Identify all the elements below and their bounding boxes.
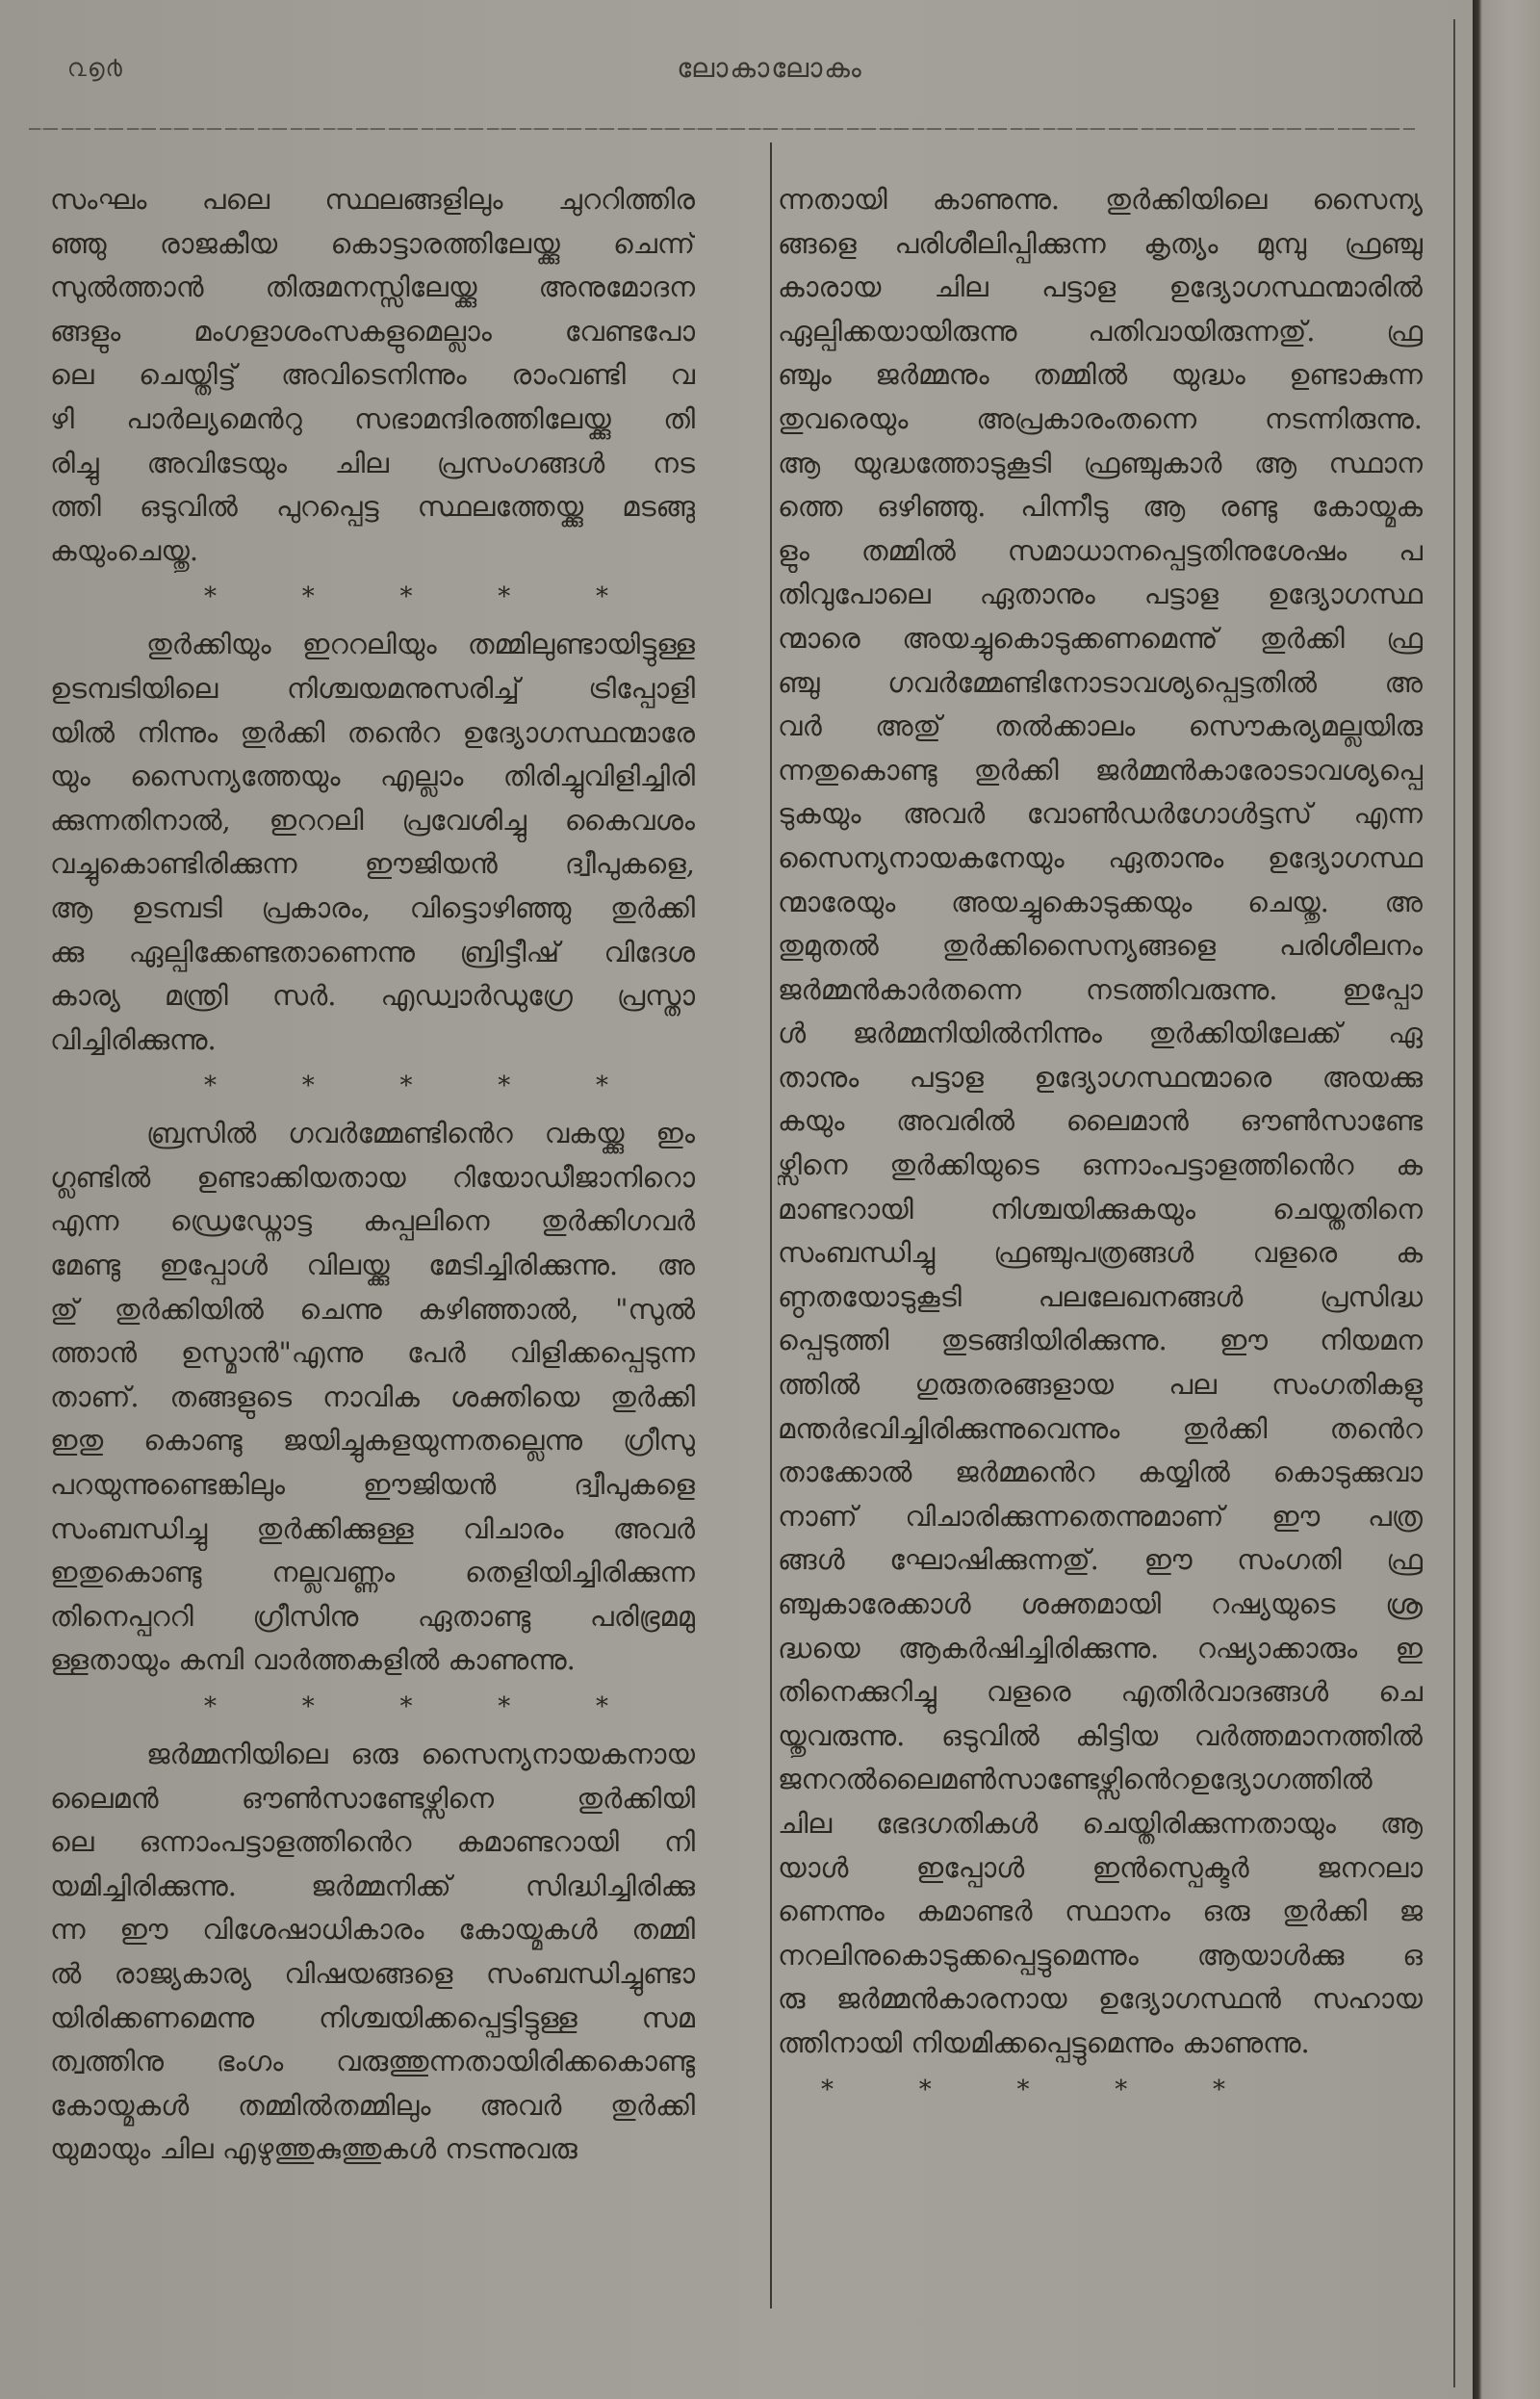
text-line: തിവുപോലെ ഏതാനും പട്ടാള ഉദ്യോഗസ്ഥ [778, 578, 1423, 611]
text-line: സംഘം പലെ സ്ഥലങ്ങളിലും ചുററിത്തിര [50, 183, 695, 216]
asterisk-icon: * [204, 1071, 217, 1101]
text-line: ഞ്ചും ജർമ്മനും തമ്മിൽ യുദ്ധം ഉണ്ടാകുന്ന [778, 358, 1423, 392]
asterisk-icon: * [821, 2075, 834, 2104]
text-line: ന്മാരെ അയച്ചുകൊടുക്കണമെന്നു് തുർക്കി ഫ്ര [778, 621, 1423, 655]
text-line: താണ്. തങ്ങളുടെ നാവിക ശക്തിയെ തുർക്കി [50, 1380, 695, 1413]
asterisk-icon: * [498, 1071, 511, 1101]
text-line: ഉടമ്പടിയിലെ നിശ്ചയമനുസരിച്ച് ട്രിപ്പോളി [50, 671, 695, 705]
running-title: ലോകാലോകം [677, 52, 863, 84]
text-line: ക്കുന്നതിനാൽ, ഇററലി പ്രവേശിച്ചു കൈവശം [50, 803, 695, 837]
text-line: തുവരെയും അപ്രകാരംതന്നെ നടന്നിരുന്നു. [778, 401, 1423, 435]
text-line: ത്തെ ഒഴിഞ്ഞു. പിന്നീടു ആ രണ്ടു കോയ്മക [778, 490, 1423, 524]
asterisk-icon: * [301, 1071, 315, 1101]
text-line: നാണ് വിചാരിക്കുന്നതെന്നുമാണ് ഈ പത്ര [778, 1499, 1423, 1533]
text-line: ന്നതുകൊണ്ടു തുർക്കി ജർമ്മൻകാരോടാവശ്യപ്പെ [778, 753, 1423, 787]
text-line: ആ ഉടമ്പടി പ്രകാരം, വിട്ടൊഴിഞ്ഞു തുർക്കി [50, 890, 695, 924]
asterisk-icon: * [498, 1692, 511, 1721]
left-column [50, 178, 695, 2172]
text-line: ങ്ങൾ ഘോഷിക്കുന്നതു്. ഈ സംഗതി ഫ്ര [778, 1543, 1423, 1577]
text-line: ന്മാരേയും അയച്ചുകൊടുക്കയും ചെയ്തു. അ [778, 885, 1423, 918]
text-line: ഴി പാർല്യമെൻറു സഭാമന്ദിരത്തിലേയ്ക്കു തി [50, 401, 695, 435]
text-line: ത്വത്തിനു ഭംഗം വരുത്തുന്നതായിരിക്കകൊണ്ടു [50, 2045, 695, 2078]
text-line: ണ്ഠതയോടുകൂടി പലലേഖനങ്ങൾ പ്രസിദ്ധ [778, 1279, 1423, 1313]
text-line: ഞ്ഞു രാജകീയ കൊട്ടാരത്തിലേയ്ക്കു ചെന്ന് [50, 226, 695, 260]
text-line: ഇതു കൊണ്ടു ജയിച്ചുകളയുന്നതല്ലെന്നു ഗ്രീസു [50, 1424, 695, 1457]
text-line: ജനറൽലൈമൺസാണ്ടേഴ്സിൻെറഉദ്യോഗത്തിൽ [778, 1763, 1373, 1796]
text-line: ന്നതായി കാണുന്നു. തുർക്കിയിലെ സൈന്യ [778, 183, 1423, 216]
article-paragraph [50, 1733, 695, 2172]
text-line: ജർമ്മനിയിലെ ഒരു സൈന്യനായകനായ [146, 1738, 695, 1770]
text-line: വച്ചുകൊണ്ടിരിക്കുന്ന ഈജിയൻ ദ്വീപുകളെ, [50, 847, 695, 881]
text-line: ലെ ചെയ്തിട്ട് അവിടെനിന്നും രാംവണ്ടി വ [50, 358, 695, 392]
text-line: യുമായും ചില എഴുത്തുകുത്തുകൾ നടന്നുവരു [50, 2132, 578, 2166]
column-divider [770, 142, 772, 2309]
text-line: യമിച്ചിരിക്കുന്നു. ജർമ്മനിക്ക് സിദ്ധിച്ചിരിക്കു [50, 1869, 695, 1902]
article-paragraph [50, 623, 695, 1062]
text-line: സംബന്ധിച്ചു ഫ്രഞ്ചുപത്രങ്ങൾ വളരെ ക [778, 1236, 1423, 1270]
text-line: താനും പട്ടാള ഉദ്യോഗസ്ഥന്മാരെ അയക്കു [778, 1060, 1423, 1094]
asterisk-icon: * [596, 1692, 608, 1721]
text-line: ഗ്ലണ്ടിൽ ഉണ്ടാക്കിയതായ റിയോഡീജാനിറൊ [50, 1160, 695, 1194]
section-separator [821, 2076, 1225, 2104]
page-number: ൨൭൪ [67, 54, 123, 83]
text-line: ചില ഭേദഗതികൾ ചെയ്തിരിക്കുന്നതായും ആ [778, 1806, 1423, 1840]
text-line: വർ അതു് തൽക്കാലം സൌകര്യമല്ലയിരു [778, 709, 1423, 743]
text-line: യിരിക്കണമെന്നു നിശ്ചയിക്കപ്പെട്ടിട്ടുള്ള സമ [50, 2000, 695, 2034]
text-line: ലെ ഒന്നാംപട്ടാളത്തിൻെറ കമാണ്ടറായി നി [50, 1825, 695, 1859]
text-line: ങ്ങളും മംഗളാശംസകളുമെല്ലാം വേണ്ടപോ [50, 314, 695, 348]
text-line: നറലിനുകൊടുക്കപ്പെട്ടുമെന്നും ആയാൾക്കു ഒ [778, 1938, 1423, 1972]
asterisk-icon: * [301, 1692, 315, 1721]
asterisk-icon: * [399, 582, 413, 612]
text-line: സൈന്യനായകനേയും ഏതാനും ഉദ്യോഗസ്ഥ [778, 840, 1423, 874]
section-separator [204, 1692, 608, 1721]
page-header [0, 46, 1473, 104]
text-line: യിൽ നിന്നും തുർക്കി തൻെറ ഉദ്യോഗസ്ഥന്മാരേ [50, 715, 695, 749]
text-line: ഴ്സിനെ തുർക്കിയുടെ ഒന്നാംപട്ടാളത്തിൻെറ ക [778, 1148, 1423, 1182]
text-line: ണെന്നും കമാണ്ടർ സ്ഥാനം ഒരു തുർക്കി ജ [778, 1895, 1423, 1928]
text-line: ള്ളതായും കമ്പി വാർത്തകളിൽ കാണുന്നു. [50, 1643, 576, 1677]
text-line: ആ യുദ്ധത്തോടുകൂടി ഫ്രഞ്ചുകാർ ആ സ്ഥാന [778, 446, 1423, 479]
text-line: ബ്രസിൽ ഗവർമ്മേണ്ടിൻെറ വകയ്ക്കു ഇം [146, 1117, 695, 1150]
text-line: ങ്ങളെ പരിശീലിപ്പിക്കുന്ന കൃത്യം മുമ്പു ഫ്രഞ്ചു [778, 226, 1423, 260]
asterisk-icon: * [498, 582, 511, 612]
text-line: വിച്ചിരിക്കുന്നു. [50, 1022, 217, 1056]
text-line: മാണ്ടറായി നിശ്ചയിക്കുകയും ചെയ്തതിനെ [778, 1192, 1423, 1225]
right-column [778, 178, 1423, 2116]
text-line: ഞ്ചു ഗവർമ്മേണ്ടിനോടാവശ്യപ്പെട്ടതിൽ അ [778, 665, 1423, 699]
text-line: ലൈമൻ ഔൺസാണ്ടേഴ്സിനെ തുർക്കിയി [50, 1781, 695, 1815]
text-line: ത്തി ഒടുവിൽ പുറപ്പെട്ട സ്ഥലത്തേയ്ക്കു മടങ്ങു [50, 490, 695, 524]
asterisk-icon: * [204, 1692, 217, 1721]
text-line: രിച്ചു അവിടേയും ചില പ്രസംഗങ്ങൾ നട [50, 446, 695, 479]
text-line: കയുംചെയ്തു. [50, 533, 199, 567]
text-line: ത്തിൽ ഗുരുതരങ്ങളായ പല സംഗതികളു [778, 1368, 1423, 1402]
text-line: ഏല്പിക്കയായിരുന്നു പതിവായിരുന്നതു്. ഫ്ര [778, 314, 1423, 348]
text-line: ടുകയും അവർ വോൺഡർഗോൾട്ടസ് എന്ന [778, 797, 1423, 831]
text-line: യ്തുവരുന്നു. ഒടുവിൽ കിട്ടിയ വർത്തമാനത്തിൽ [778, 1718, 1423, 1752]
text-line: രു ജർമ്മൻകാരനായ ഉദ്യോഗസ്ഥൻ സഹായ [778, 1982, 1423, 2016]
text-line: മേണ്ടു ഇപ്പോൾ വിലയ്ക്കു മേടിച്ചിരിക്കുന്നു. അ [50, 1249, 695, 1282]
text-line: ജർമ്മൻകാർതന്നെ നടത്തിവരുന്നു. ഇപ്പോ [778, 972, 1423, 1006]
section-separator [204, 582, 608, 611]
text-line: ത്തിനായി നിയമിക്കപ്പെട്ടുമെന്നും കാണുന്നു. [778, 2025, 1310, 2059]
text-line: ഞ്ചുകാരേക്കാൾ ശക്തമായി റഷ്യയുടെ ശ്ര [778, 1587, 1423, 1620]
text-line: കയും അവരിൽ ലൈമാൻ ഔൺസാണ്ടേ [778, 1104, 1423, 1138]
section-separator [204, 1071, 608, 1100]
asterisk-icon: * [596, 1071, 608, 1101]
text-line: താക്കോൽ ജർമ്മൻെറ കയ്യിൽ കൊടുക്കുവാ [778, 1456, 1423, 1489]
text-line: തിനെപ്പററി ഗ്രീസിനു ഏതാണ്ടു പരിഭ്രമമു [50, 1599, 695, 1633]
text-line: യും സൈന്യത്തേയും എല്ലാം തിരിച്ചുവിളിച്ചിരി [50, 760, 695, 793]
article-paragraph [778, 178, 1423, 2066]
text-line: ഇതുകൊണ്ടു നല്ലവണ്ണം തെളിയിച്ചിരിക്കുന്ന [50, 1556, 695, 1589]
text-line: മന്തർഭവിച്ചിരിക്കുന്നുവെന്നും തുർക്കി തൻെറ [778, 1411, 1423, 1445]
text-line: തു് തുർക്കിയിൽ ചെന്നു കഴിഞ്ഞാൽ, "സുൽ [50, 1292, 695, 1326]
text-line: സംബന്ധിച്ചു തുർക്കിക്കുള്ള വിചാരം അവർ [50, 1511, 695, 1545]
text-line: എന്ന ഡ്രെഡ്നോട്ട കപ്പലിനെ തുർക്കിഗവർ [50, 1204, 695, 1238]
text-line: കാര്യ മന്ത്രി സർ. എഡ്വാർഡുഗ്രേ പ്രസ്താ [50, 979, 695, 1013]
asterisk-icon: * [399, 1071, 413, 1101]
text-line: സുൽത്താൻ തിരുമനസ്സിലേയ്ക്കു അനുമോദന [50, 271, 695, 304]
text-line: പ്പെടുത്തി തുടങ്ങിയിരിക്കുന്നു. ഈ നിയമന [778, 1324, 1423, 1357]
asterisk-icon: * [204, 582, 217, 612]
text-line: ൽ രാജ്യകാര്യ വിഷയങ്ങളെ സംബന്ധിച്ചുണ്ടാ [50, 1956, 695, 1990]
text-line: ദ്ധയെ ആകർഷിച്ചിരിക്കുന്നു. റഷ്യാക്കാരും ഇ [778, 1631, 1423, 1664]
asterisk-icon: * [1115, 2075, 1128, 2104]
text-line: ക്കു ഏല്പിക്കേണ്ടതാണെന്നു ബ്രിട്ടീഷ് വിദേശ [50, 935, 695, 968]
page-edge-rule [1453, 19, 1455, 2387]
text-line: ന്ന ഈ വിശേഷാധികാരം കോയ്മകൾ തമ്മി [50, 1913, 695, 1947]
text-line: പറയുന്നുണ്ടെങ്കിലും ഈജിയൻ ദ്വീപുകളെ [50, 1468, 695, 1502]
text-line: ത്താൻ ഉസ്മാൻ"എന്നു പേർ വിളിക്കപ്പെടുന്ന [50, 1336, 695, 1370]
asterisk-icon: * [596, 582, 608, 612]
asterisk-icon: * [1016, 2075, 1030, 2104]
text-line: കോയ്മകൾ തമ്മിൽതമ്മിലും അവർ തുർക്കി [50, 2088, 695, 2122]
text-line: തിനെക്കുറിച്ചു വളരെ എതിർവാദങ്ങൾ ചെ [778, 1675, 1423, 1709]
text-line: തുമുതൽ തുർക്കിസൈന്യങ്ങളെ പരിശീലനം [778, 929, 1423, 963]
asterisk-icon: * [918, 2075, 932, 2104]
asterisk-icon: * [301, 582, 315, 612]
header-rule [29, 128, 1415, 130]
asterisk-icon: * [399, 1692, 413, 1721]
text-line: ൾ ജർമ്മനിയിൽനിന്നും തുർക്കിയിലേക്ക് ഏ [778, 1017, 1423, 1050]
article-paragraph [50, 178, 695, 573]
article-paragraph [50, 1112, 695, 1683]
text-line: തുർക്കിയും ഇററലിയും തമ്മിലുണ്ടായിട്ടുള്ള [146, 628, 695, 661]
text-line: കാരായ ചില പട്ടാള ഉദ്യോഗസ്ഥന്മാരിൽ [778, 271, 1423, 304]
asterisk-icon: * [1213, 2075, 1225, 2104]
text-line: യാൾ ഇപ്പോൾ ഇൻസ്പെക്ടർ ജനറലാ [778, 1850, 1423, 1884]
binding-edge [1473, 0, 1540, 2399]
text-line: ളും തമ്മിൽ സമാധാനപ്പെട്ടതിനുശേഷം പ [778, 533, 1423, 567]
